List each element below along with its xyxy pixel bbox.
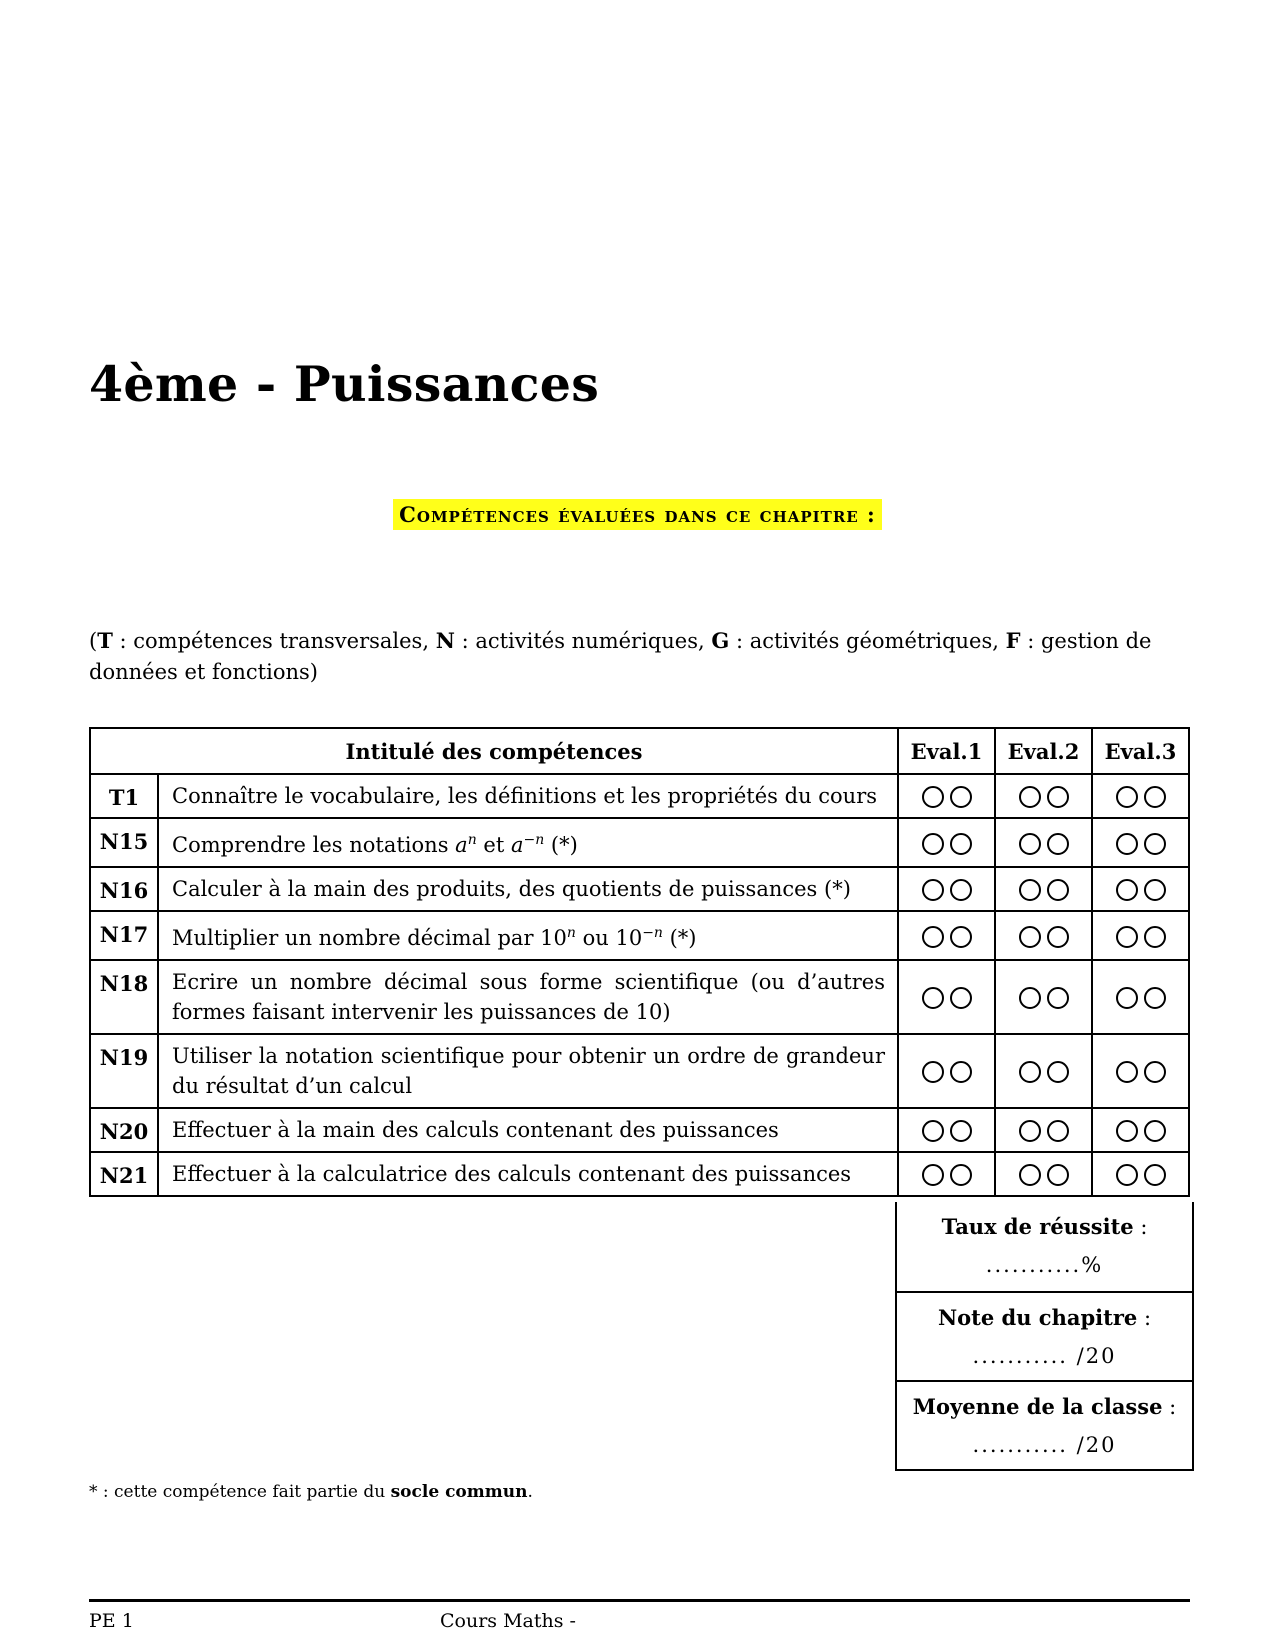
checkbox-circle[interactable] xyxy=(1019,1061,1041,1083)
skill-text-part: Comprendre les notations xyxy=(172,833,456,857)
checkbox-circle[interactable] xyxy=(922,879,944,901)
legend-text-g: : activités géométriques, xyxy=(729,629,1006,653)
checkbox-circle[interactable] xyxy=(1019,1120,1041,1142)
page-title: 4ème - Puissances xyxy=(89,355,600,413)
eval3-cell xyxy=(1092,960,1189,1034)
colon: : xyxy=(1162,1395,1177,1419)
checkbox-circle[interactable] xyxy=(1144,987,1166,1009)
eval2-cell xyxy=(995,867,1092,911)
table-row xyxy=(90,1034,1189,1108)
skill-code: N17 xyxy=(90,911,158,960)
checkbox-circle[interactable] xyxy=(922,786,944,808)
header-eval2: Eval.2 xyxy=(995,728,1092,774)
skill-text: Calculer à la main des produits, des quotients de puissances (*) xyxy=(158,867,898,911)
checkbox-circle[interactable] xyxy=(1019,987,1041,1009)
legend-open: ( xyxy=(89,629,98,653)
checkbox-circle[interactable] xyxy=(1116,833,1138,855)
checkbox-circle[interactable] xyxy=(922,1061,944,1083)
table-row xyxy=(90,1152,1189,1196)
legend-key-t: T xyxy=(97,628,113,653)
skill-code: N16 xyxy=(90,867,158,911)
eval3-cell xyxy=(1092,818,1189,867)
checkbox-circle[interactable] xyxy=(1144,786,1166,808)
checkbox-circle[interactable] xyxy=(1144,926,1166,948)
table-row xyxy=(90,774,1189,818)
footer-center: Cours Maths - xyxy=(440,1610,576,1632)
legend-key-n: N xyxy=(435,628,455,653)
skill-text-part: Multiplier un nombre décimal par xyxy=(172,926,541,950)
socle-mark: (*) xyxy=(662,926,697,950)
header-eval1: Eval.1 xyxy=(898,728,995,774)
footnote-suffix: . xyxy=(527,1482,533,1502)
eval1-cell xyxy=(898,1108,995,1152)
class-average-label-text: Moyenne de la classe xyxy=(912,1394,1163,1419)
checkbox-circle[interactable] xyxy=(1116,1120,1138,1142)
eval3-cell xyxy=(1092,774,1189,818)
checkbox-circle[interactable] xyxy=(1116,1164,1138,1186)
header-eval3: Eval.3 xyxy=(1092,728,1189,774)
footer-rule xyxy=(89,1599,1190,1602)
eval3-cell xyxy=(1092,911,1189,960)
checkbox-circle[interactable] xyxy=(950,786,972,808)
eval3-cell xyxy=(1092,1108,1189,1152)
eval2-cell xyxy=(995,1034,1092,1108)
skill-text: Utiliser la notation scientifique pour obtenir un ordre de grandeur du résultat d’un calcul xyxy=(158,1034,898,1108)
skill-code: N20 xyxy=(90,1108,158,1152)
colon: : xyxy=(1133,1215,1148,1239)
eval1-cell xyxy=(898,1152,995,1196)
table-row xyxy=(90,867,1189,911)
math-base: a xyxy=(510,833,524,857)
legend-text-t: : compétences transversales, xyxy=(112,629,436,653)
math-base: a xyxy=(455,833,468,857)
skill-text: Effectuer à la calculatrice des calculs contenant des puissances xyxy=(158,1152,898,1196)
eval1-cell xyxy=(898,818,995,867)
eval1-cell xyxy=(898,911,995,960)
checkbox-circle[interactable] xyxy=(1047,926,1069,948)
checkbox-circle[interactable] xyxy=(922,1120,944,1142)
checkbox-circle[interactable] xyxy=(1116,786,1138,808)
class-average-box xyxy=(897,1380,1192,1469)
skill-code: N21 xyxy=(90,1152,158,1196)
skill-text xyxy=(158,818,898,867)
skill-text-part: et xyxy=(476,833,511,857)
header-skill: Intitulé des compétences xyxy=(90,728,898,774)
colon: : xyxy=(1137,1306,1152,1330)
footer-left: PE 1 xyxy=(89,1610,134,1632)
checkbox-circle[interactable] xyxy=(1019,926,1041,948)
eval3-cell xyxy=(1092,867,1189,911)
math-exponent: n xyxy=(467,832,477,848)
checkbox-circle[interactable] xyxy=(950,987,972,1009)
success-rate-label-text: Taux de réussite xyxy=(941,1214,1134,1239)
checkbox-circle[interactable] xyxy=(1116,879,1138,901)
skill-code: T1 xyxy=(90,774,158,818)
checkbox-circle[interactable] xyxy=(1116,926,1138,948)
checkbox-circle[interactable] xyxy=(922,833,944,855)
checkbox-circle[interactable] xyxy=(950,879,972,901)
checkbox-circle[interactable] xyxy=(1047,879,1069,901)
checkbox-circle[interactable] xyxy=(950,1120,972,1142)
chapter-grade-label-text: Note du chapitre xyxy=(937,1305,1138,1330)
eval2-cell xyxy=(995,1108,1092,1152)
summary-panel xyxy=(895,1202,1194,1471)
checkbox-circle[interactable] xyxy=(1144,833,1166,855)
eval1-cell xyxy=(898,960,995,1034)
checkbox-circle[interactable] xyxy=(1047,1061,1069,1083)
class-average-label xyxy=(897,1382,1192,1419)
footnote xyxy=(89,1482,533,1502)
table-header-row xyxy=(90,728,1189,774)
eval3-cell xyxy=(1092,1152,1189,1196)
chapter-grade-blank[interactable]: ........... /20 xyxy=(972,1344,1117,1368)
footnote-bold: socle commun xyxy=(390,1482,528,1502)
checkbox-circle[interactable] xyxy=(1144,1120,1166,1142)
legend-text-f: : gestion de données et fonctions) xyxy=(89,629,1152,684)
skill-text: Connaître le vocabulaire, les définitions et les propriétés du cours xyxy=(158,774,898,818)
checkbox-circle[interactable] xyxy=(950,1164,972,1186)
section-heading xyxy=(0,502,1275,527)
checkbox-circle[interactable] xyxy=(922,987,944,1009)
table-row xyxy=(90,911,1189,960)
checkbox-circle[interactable] xyxy=(1019,786,1041,808)
checkbox-circle[interactable] xyxy=(1047,786,1069,808)
class-average-blank[interactable]: ........... /20 xyxy=(972,1433,1117,1457)
legend-text-n: : activités numériques, xyxy=(454,629,712,653)
skill-code: N18 xyxy=(90,960,158,1034)
math-base: 10 xyxy=(540,926,567,950)
legend xyxy=(89,625,1189,688)
footnote-prefix: * : cette compétence fait partie du xyxy=(89,1482,391,1502)
eval1-cell xyxy=(898,774,995,818)
skill-text: Effectuer à la main des calculs contenant des puissances xyxy=(158,1108,898,1152)
checkbox-circle[interactable] xyxy=(1047,987,1069,1009)
checkbox-circle[interactable] xyxy=(1047,1120,1069,1142)
checkbox-circle[interactable] xyxy=(1116,987,1138,1009)
table-row xyxy=(90,1108,1189,1152)
legend-key-g: G xyxy=(711,628,730,653)
skills-table xyxy=(89,727,1190,1197)
chapter-grade-box xyxy=(897,1291,1192,1380)
skill-code: N19 xyxy=(90,1034,158,1108)
checkbox-circle[interactable] xyxy=(1019,833,1041,855)
success-rate-blank[interactable]: ...........% xyxy=(985,1253,1104,1277)
math-exponent: −n xyxy=(523,832,545,848)
success-rate-box xyxy=(897,1202,1192,1291)
skill-text xyxy=(158,911,898,960)
checkbox-circle[interactable] xyxy=(922,1164,944,1186)
chapter-grade-label xyxy=(897,1293,1192,1330)
skill-text-part: ou xyxy=(575,926,616,950)
checkbox-circle[interactable] xyxy=(950,926,972,948)
checkbox-circle[interactable] xyxy=(1047,833,1069,855)
eval1-cell xyxy=(898,867,995,911)
section-heading-text: Compétences évaluées dans ce chapitre : xyxy=(393,499,882,530)
eval3-cell xyxy=(1092,1034,1189,1108)
checkbox-circle[interactable] xyxy=(1144,879,1166,901)
math-exponent: n xyxy=(566,925,576,941)
checkbox-circle[interactable] xyxy=(1019,1164,1041,1186)
eval1-cell xyxy=(898,1034,995,1108)
checkbox-circle[interactable] xyxy=(1047,1164,1069,1186)
eval2-cell xyxy=(995,911,1092,960)
table-row xyxy=(90,960,1189,1034)
skill-text: Ecrire un nombre décimal sous forme scientifique (ou d’autres formes faisant intervenir les puissances de 10) xyxy=(158,960,898,1034)
math-exponent: −n xyxy=(642,925,663,941)
checkbox-circle[interactable] xyxy=(950,833,972,855)
legend-key-f: F xyxy=(1005,628,1021,653)
eval2-cell xyxy=(995,1152,1092,1196)
math-base: 10 xyxy=(615,926,643,950)
table-row xyxy=(90,818,1189,867)
checkbox-circle[interactable] xyxy=(1144,1164,1166,1186)
checkbox-circle[interactable] xyxy=(950,1061,972,1083)
socle-mark: (*) xyxy=(544,833,578,857)
skill-code: N15 xyxy=(90,818,158,867)
checkbox-circle[interactable] xyxy=(1116,1061,1138,1083)
checkbox-circle[interactable] xyxy=(1019,879,1041,901)
eval2-cell xyxy=(995,960,1092,1034)
eval2-cell xyxy=(995,818,1092,867)
checkbox-circle[interactable] xyxy=(1144,1061,1166,1083)
checkbox-circle[interactable] xyxy=(922,926,944,948)
eval2-cell xyxy=(995,774,1092,818)
success-rate-label xyxy=(897,1202,1192,1239)
